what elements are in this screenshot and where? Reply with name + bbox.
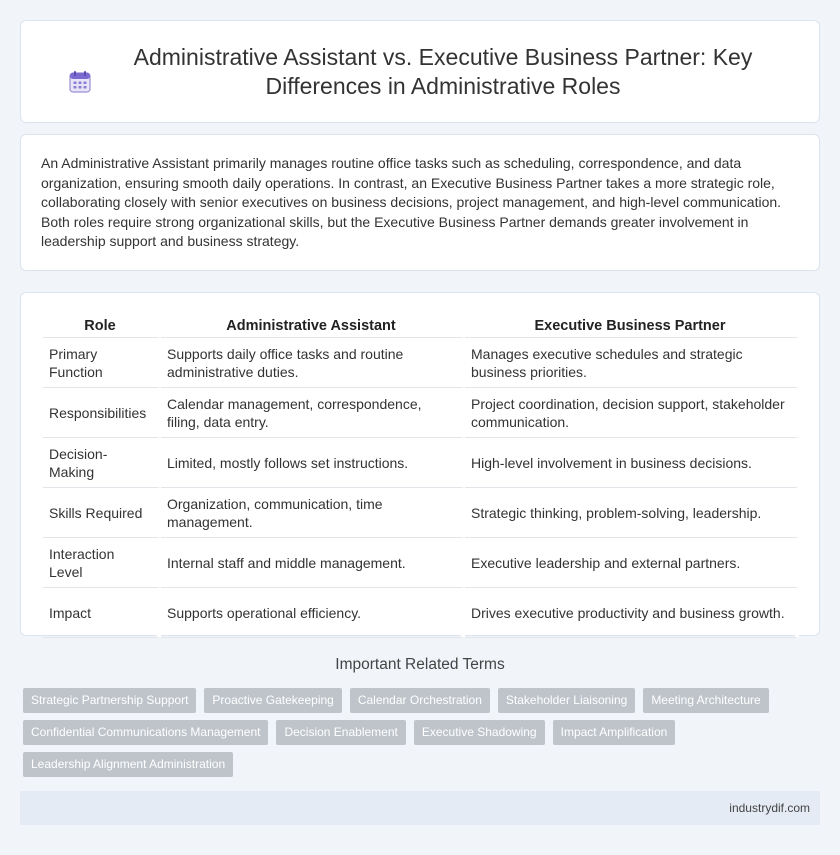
tag[interactable]: Decision Enablement (276, 720, 405, 745)
ebp-cell: Drives executive productivity and business growth. (465, 588, 799, 638)
intro-card (20, 134, 820, 271)
row-label: Impact (43, 588, 161, 638)
table-row (43, 488, 799, 538)
tag[interactable]: Calendar Orchestration (350, 688, 490, 713)
row-label: Decision-Making (43, 438, 161, 488)
table-row (43, 538, 799, 588)
row-label: Responsibilities (43, 388, 161, 438)
tag[interactable]: Stakeholder Liaisoning (498, 688, 635, 713)
tag[interactable]: Strategic Partnership Support (23, 688, 196, 713)
tag[interactable]: Impact Amplification (553, 720, 676, 745)
tag[interactable]: Confidential Communications Management (23, 720, 268, 745)
title-card (20, 20, 820, 123)
title-wrap (27, 43, 813, 101)
admin-cell: Calendar management, correspondence, filing, data entry. (161, 388, 465, 438)
tag[interactable]: Executive Shadowing (414, 720, 545, 745)
footer (20, 791, 820, 825)
table-row (43, 388, 799, 438)
table-row (43, 438, 799, 488)
ebp-cell: Executive leadership and external partners. (465, 538, 799, 588)
footer-site[interactable]: industrydif.com (729, 801, 810, 815)
table-row (43, 338, 799, 388)
ebp-cell: Manages executive schedules and strategic business priorities. (465, 338, 799, 388)
table-header-row (43, 314, 799, 338)
header-executive-business-partner: Executive Business Partner (465, 314, 799, 338)
row-label: Interaction Level (43, 538, 161, 588)
admin-cell: Supports operational efficiency. (161, 588, 465, 638)
header-role: Role (43, 314, 161, 338)
intro-text: An Administrative Assistant primarily manages routine office tasks such as scheduling, correspondence, and data organization, ensuring smooth daily operations. In contrast, an Executive Business Partner takes a more strategic role, collaborating closely with senior executives on business decisions, project management, and high-level communication. Both roles require strong organizational skills, but the Executive Business Partner demands greater involvement in leadership support and business strategy. (41, 155, 782, 249)
row-label: Primary Function (43, 338, 161, 388)
related-terms-tags (23, 688, 823, 784)
table-row (43, 588, 799, 638)
tag[interactable]: Meeting Architecture (643, 688, 768, 713)
admin-cell: Organization, communication, time management. (161, 488, 465, 538)
admin-cell: Limited, mostly follows set instructions. (161, 438, 465, 488)
comparison-table (43, 314, 799, 638)
row-label: Skills Required (43, 488, 161, 538)
comparison-card (20, 292, 820, 636)
admin-cell: Supports daily office tasks and routine administrative duties. (161, 338, 465, 388)
related-terms-title: Important Related Terms (335, 656, 505, 673)
ebp-cell: Project coordination, decision support, stakeholder communication. (465, 388, 799, 438)
ebp-cell: Strategic thinking, problem-solving, leadership. (465, 488, 799, 538)
tag[interactable]: Leadership Alignment Administration (23, 752, 233, 777)
page-title: Administrative Assistant vs. Executive Business Partner: Key Differences in Administrative Roles (133, 43, 753, 99)
header-administrative-assistant: Administrative Assistant (161, 314, 465, 338)
calendar-icon (67, 69, 93, 95)
tag[interactable]: Proactive Gatekeeping (204, 688, 341, 713)
ebp-cell: High-level involvement in business decisions. (465, 438, 799, 488)
admin-cell: Internal staff and middle management. (161, 538, 465, 588)
